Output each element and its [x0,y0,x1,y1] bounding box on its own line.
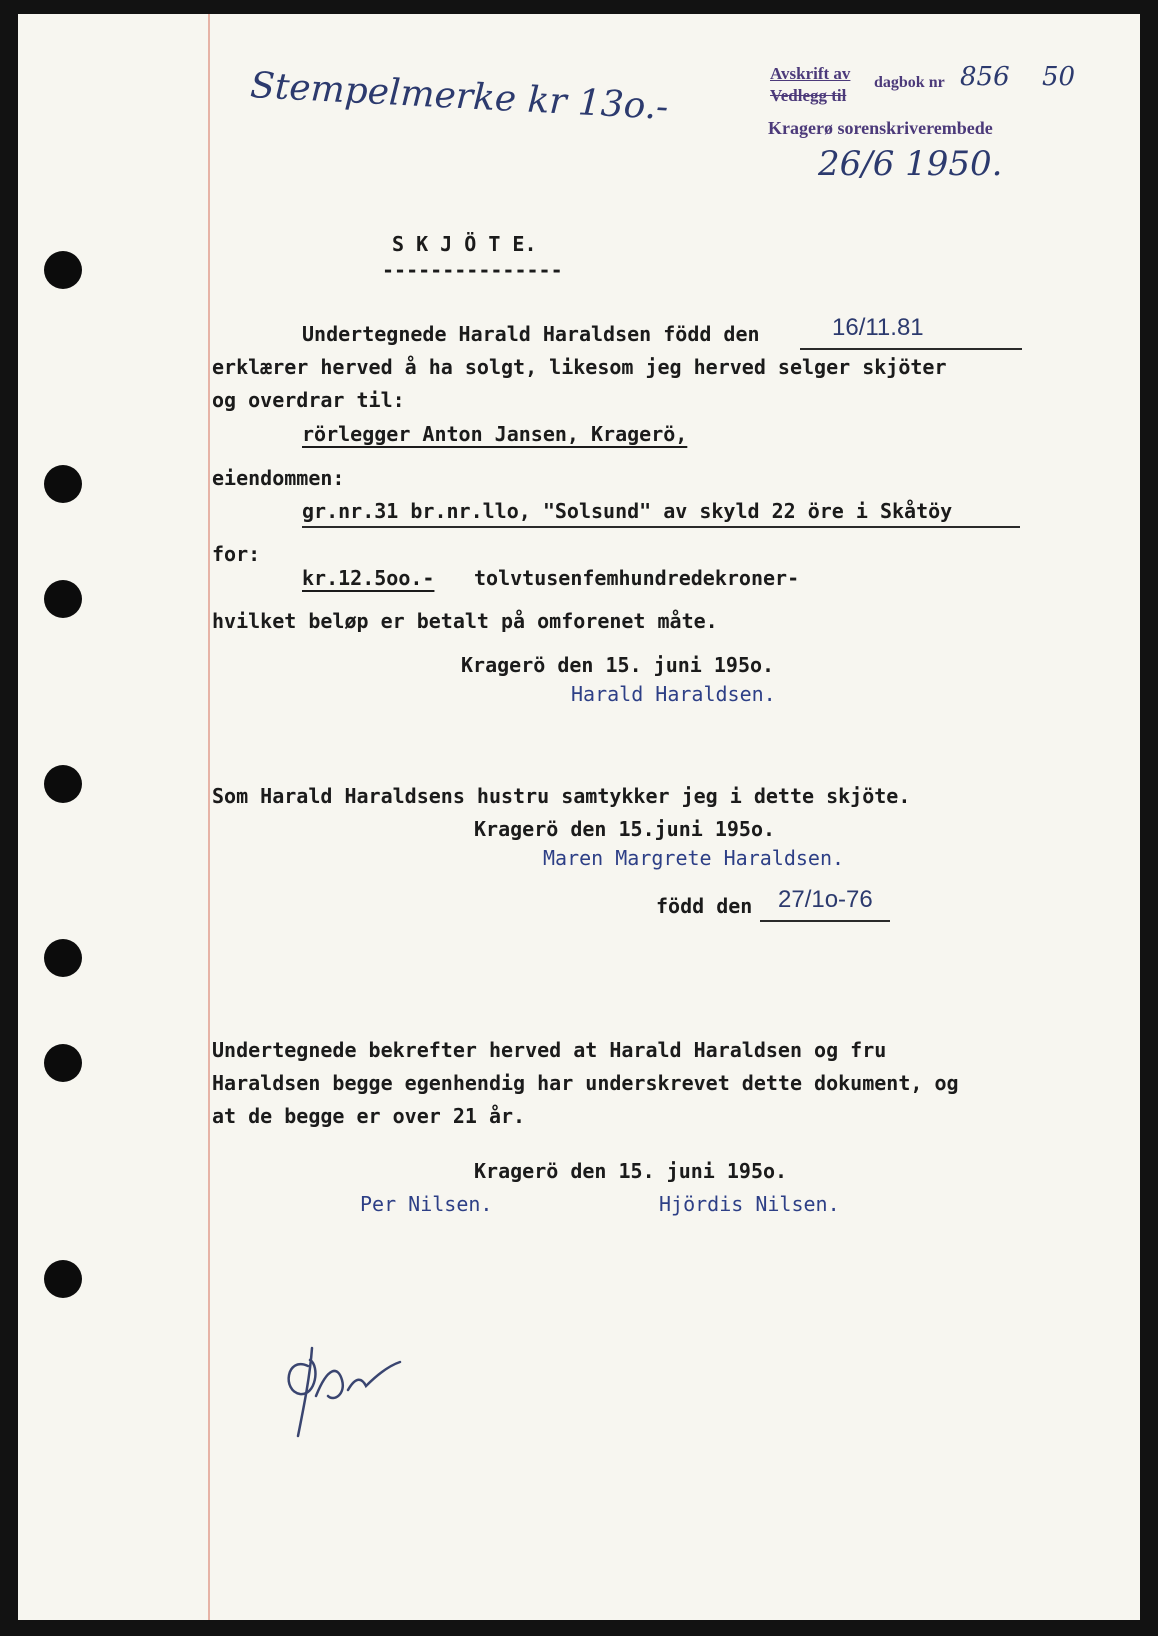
stamp-vedlegg: Vedlegg til [770,86,847,105]
witness-line-2: Haraldsen begge egenhendig har underskrevet dette dokument, og [212,1071,959,1095]
spouse-birth-line [760,920,890,922]
place-date-3: Kragerö den 15. juni 195o. [474,1159,788,1183]
price-amount: kr.12.5oo.- [302,566,435,590]
seller-birth-date: 16/11.81 [832,314,924,341]
spouse-signature: Maren Margrete Haraldsen. [543,846,845,870]
punch-hole [44,939,82,977]
punch-hole [44,580,82,618]
handwritten-stamp-duty-note: Stempelmerke kr 13o.- [249,65,670,128]
seller-signature: Harald Haraldsen. [571,682,776,706]
spouse-birth-date: 27/1o-76 [778,886,873,913]
property-underline [302,526,1020,528]
stamp-date: 26/6 1950. [818,144,1003,184]
property-description: gr.nr.31 br.nr.llo, "Solsund" av skyld 22 öre i Skåtöy [302,499,953,523]
margin-line [208,14,210,1620]
sale-declaration: erklærer herved å ha solgt, likesom jeg herved selger skjöter [212,355,947,379]
punch-hole [44,465,82,503]
document-page [18,14,1140,1620]
payment-statement: hvilket beløp er betalt på omforenet måte. [212,609,718,633]
transfer-line: og overdrar til: [212,388,405,412]
stamp-avskrift: Avskrift av [770,64,851,83]
handwritten-initials [276,1336,426,1446]
price-label: for: [212,542,261,566]
place-date-1: Kragerö den 15. juni 195o. [461,653,775,677]
place-date-2: Kragerö den 15.juni 195o. [474,817,776,841]
stamp-dagbok-number: 856 [960,62,1010,92]
stamp-office: Kragerø sorenskriverembede [768,118,993,138]
price-in-words: tolvtusenfemhundredekroner- [474,566,800,590]
spouse-consent: Som Harald Haraldsens hustru samtykker jeg i dette skjöte. [212,784,911,808]
seller-intro: Undertegnede Harald Haraldsen född den [302,322,760,346]
stamp-year: 50 [1042,62,1076,92]
document-title: S K J Ö T E. [392,232,537,256]
title-underline: --------------- [382,258,563,282]
witness-signature-2: Hjördis Nilsen. [659,1192,840,1216]
punch-hole [44,1260,82,1298]
punch-hole [44,251,82,289]
witness-signature-1: Per Nilsen. [360,1192,493,1216]
property-label: eiendommen: [212,466,345,490]
witness-line-3: at de begge er over 21 år. [212,1104,526,1128]
punch-hole [44,1044,82,1082]
witness-line-1: Undertegnede bekrefter herved at Harald Haraldsen og fru [212,1038,887,1062]
spouse-born-label: född den [656,894,753,918]
birth-date-line [800,348,1022,350]
punch-hole [44,765,82,803]
buyer: rörlegger Anton Jansen, Kragerö, [302,422,688,446]
stamp-dagbok-label: dagbok nr [874,74,945,91]
